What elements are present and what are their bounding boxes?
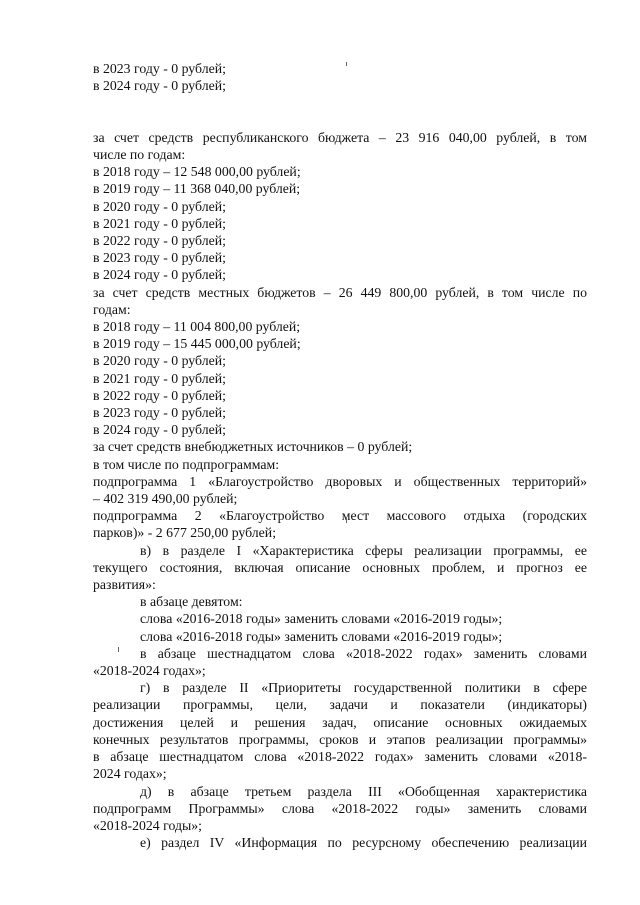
text-line: в 2020 году - 0 рублей; [93, 353, 226, 369]
text-line: развития»: [93, 577, 156, 593]
text-line: в том числе по подпрограммам: [93, 456, 280, 472]
text-line: в абзаце шестнадцатом слова «2018-2022 годах» заменить словами «2018- [93, 749, 587, 765]
text-line: в 2019 году – 15 445 000,00 рублей; [93, 336, 301, 352]
blank-line [93, 112, 587, 129]
text-line: за счет средств внебюджетных источников – 0 рублей; [93, 439, 413, 455]
text-line: текущего состояния, включая описание основных проблем, и прогноз ее [93, 559, 587, 575]
text-line: слова «2016-2018 годы» заменить словами «2016-2019 годы»; [140, 628, 503, 644]
text-line: в 2024 году - 0 рублей; [93, 422, 226, 438]
text-line: за счет средств местных бюджетов – 26 449 800,00 рублей, в том числе по [93, 284, 587, 300]
text-line: подпрограмма 2 «Благоустройство мест массового отдыха (городских [93, 508, 587, 524]
text-line: подпрограмма 1 «Благоустройство дворовых и общественных территорий» [93, 473, 587, 489]
text-line: в 2018 году – 11 004 800,00 рублей; [93, 319, 301, 335]
document-text [93, 60, 587, 851]
text-line: «2018-2024 годах»; [93, 663, 206, 679]
text-line: в 2022 году - 0 рублей; [93, 233, 226, 248]
text-line: реализации программы, цели, задачи и показатели (индикаторы) [93, 697, 587, 713]
blank-line [93, 94, 587, 111]
text-line: в 2024 году - 0 рублей; [93, 267, 226, 283]
text-line: в 2022 году - 0 рублей; [93, 387, 226, 403]
text-line: годам: [93, 301, 131, 317]
text-line: в 2023 году - 0 рублей; [93, 405, 226, 421]
text-line: в 2024 году - 0 рублей; [93, 78, 226, 94]
text-line: д) в абзаце третьем раздела III «Обобщенная характеристика [140, 783, 587, 799]
text-line: в 2021 году - 0 рублей; [93, 370, 226, 386]
text-line: е) раздел IV «Информация по ресурсному обеспечению реализации [140, 835, 587, 851]
text-line: достижения целей и решения задач, описание основных ожидаемых [93, 714, 587, 730]
text-line: за счет средств республиканского бюджета – 23 916 040,00 рублей, в том [93, 129, 587, 145]
text-line: в 2023 году - 0 рублей; [93, 61, 226, 76]
text-line: г) в разделе II «Приоритеты государственной политики в сфере [140, 680, 587, 696]
text-line: в 2020 году - 0 рублей; [93, 198, 226, 214]
text-line: конечных результатов программы, сроков и этапов реализации программы» [93, 731, 587, 747]
text-line: в 2018 году – 12 548 000,00 рублей; [93, 164, 301, 180]
text-line: в 2019 году – 11 368 040,00 рублей; [93, 181, 301, 197]
text-line: слова «2016-2018 годы» заменить словами «2016-2019 годы»; [140, 611, 503, 627]
text-line: – 402 319 490,00 рублей; [93, 491, 238, 507]
text-line: парков)» - 2 677 250,00 рублей; [93, 525, 277, 541]
text-line: в абзаце девятом: [140, 594, 243, 610]
text-line: в абзаце шестнадцатом слова «2018-2022 годах» заменить словами [140, 645, 587, 661]
text-line: числе по годам: [93, 146, 186, 162]
text-line: в 2021 году - 0 рублей; [93, 215, 226, 231]
text-line: «2018-2024 годы»; [93, 817, 202, 833]
text-line: 2024 годах»; [93, 766, 167, 782]
text-line: в 2023 году - 0 рублей; [93, 250, 226, 266]
text-line: подпрограмм Программы» слова «2018-2022 годы» заменить словами [93, 800, 587, 816]
text-line: в) в разделе I «Характеристика сферы реализации программы, ее [140, 542, 587, 558]
